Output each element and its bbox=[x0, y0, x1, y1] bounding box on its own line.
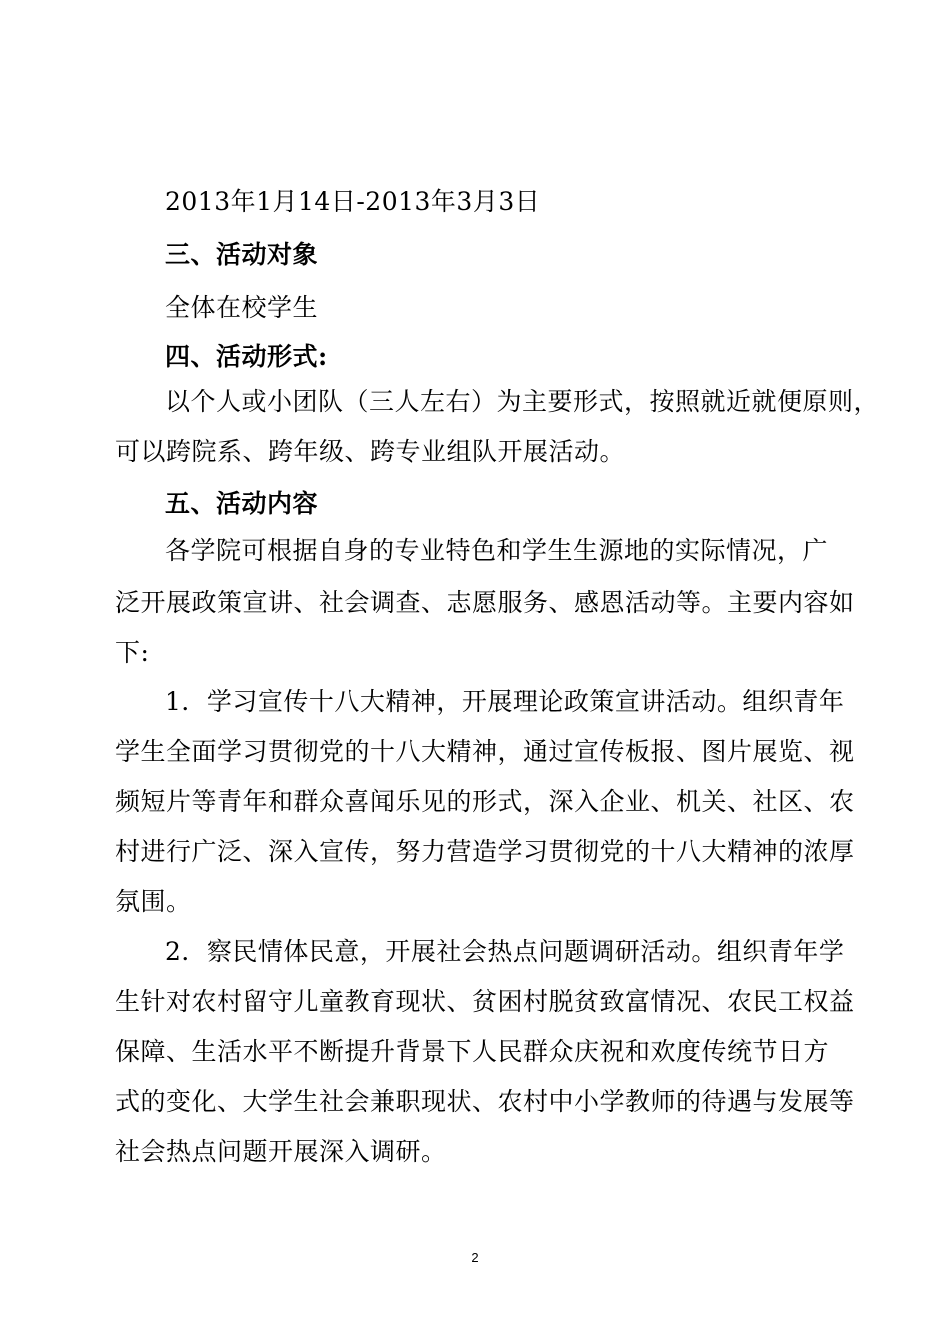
section-heading-activity-target: 三、活动对象 bbox=[165, 240, 319, 269]
activity-content-intro-line-2: 泛开展政策宣讲、社会调查、志愿服务、感恩活动等。主要内容如 bbox=[115, 588, 855, 617]
activity-content-intro-line-1: 各学院可根据自身的专业特色和学生生源地的实际情况，广 bbox=[165, 536, 829, 565]
content-item-1-line-1: 1．学习宣传十八大精神，开展理论政策宣讲活动。组织青年 bbox=[165, 687, 845, 716]
content-item-2-line-5: 社会热点问题开展深入调研。 bbox=[115, 1137, 447, 1166]
page-number: 2 bbox=[471, 1250, 479, 1265]
content-item-1-line-4: 村进行广泛、深入宣传，努力营造学习贯彻党的十八大精神的浓厚 bbox=[115, 837, 855, 866]
section-heading-activity-content: 五、活动内容 bbox=[165, 489, 319, 518]
content-item-1-line-2: 学生全面学习贯彻党的十八大精神，通过宣传板报、图片展览、视 bbox=[115, 737, 855, 766]
content-item-2-line-4: 式的变化、大学生社会兼职现状、农村中小学教师的待遇与发展等 bbox=[115, 1087, 855, 1116]
activity-content-intro-line-3: 下: bbox=[115, 638, 150, 667]
activity-date-range: 2013年1月14日-2013年3月3日 bbox=[165, 187, 541, 216]
content-item-2-line-1: 2．察民情体民意，开展社会热点问题调研活动。组织青年学 bbox=[165, 937, 845, 966]
content-item-2-line-2: 生针对农村留守儿童教育现状、贫困村脱贫致富情况、农民工权益 bbox=[115, 987, 855, 1016]
activity-form-text-line-2: 可以跨院系、跨年级、跨专业组队开展活动。 bbox=[115, 437, 626, 466]
activity-target-text: 全体在校学生 bbox=[165, 293, 319, 322]
content-item-1-line-5: 氛围。 bbox=[115, 887, 192, 916]
section-heading-activity-form: 四、活动形式: bbox=[165, 342, 328, 371]
content-item-2-line-3: 保障、生活水平不断提升背景下人民群众庆祝和欢度传统节日方 bbox=[115, 1037, 830, 1066]
activity-form-text-line-1: 以个人或小团队（三人左右）为主要形式，按照就近就便原则， bbox=[165, 387, 880, 416]
content-item-1-line-3: 频短片等青年和群众喜闻乐见的形式，深入企业、机关、社区、农 bbox=[115, 787, 855, 816]
